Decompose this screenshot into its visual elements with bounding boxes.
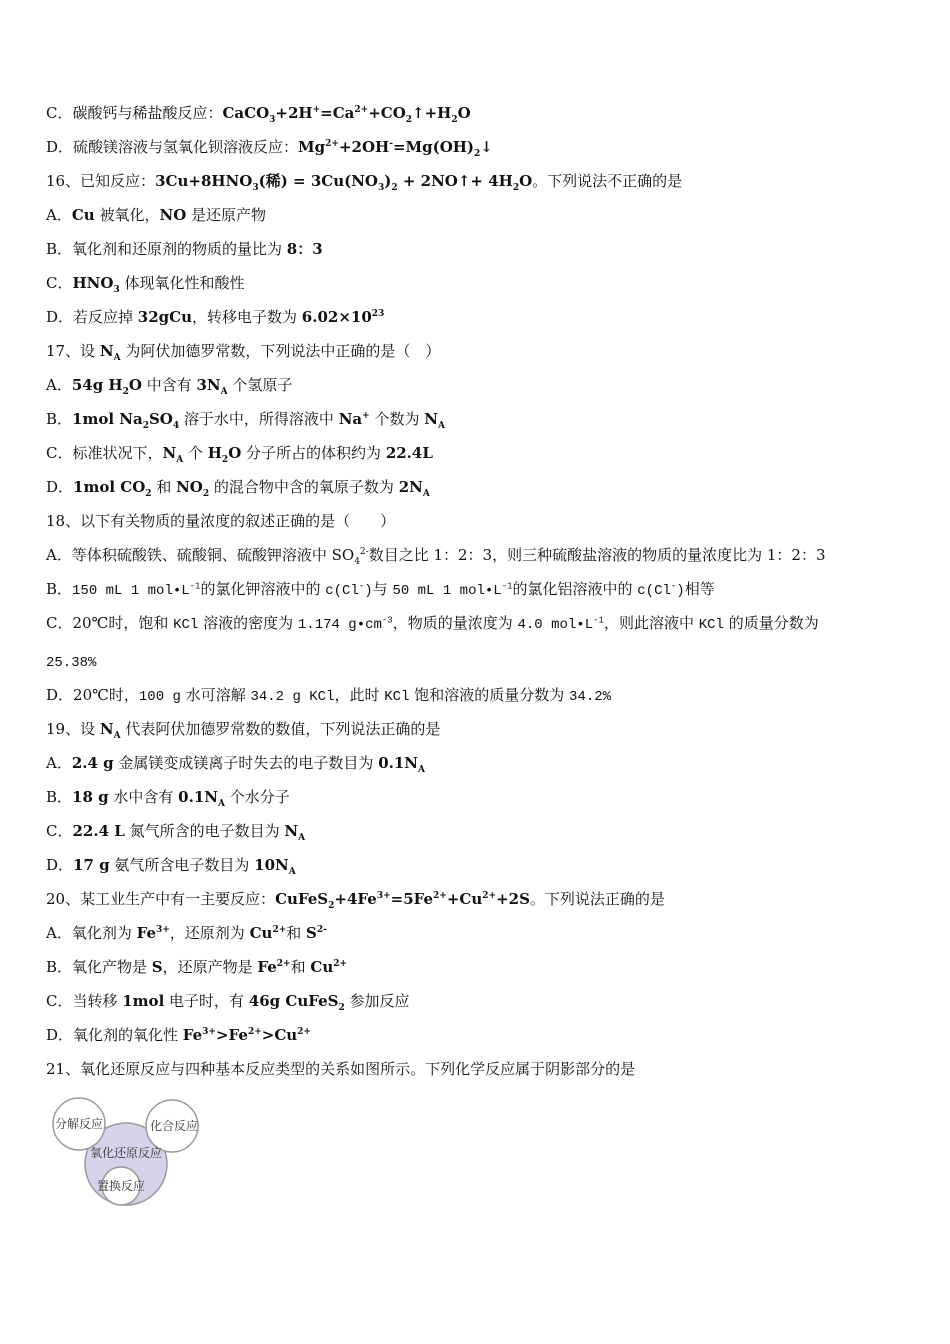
text-line: 25.38% [46, 655, 97, 671]
text-line: B．1mol $Na_2SO_4$ 溶于水中，所得溶液中 Na+ 个数为 $N_A$ [46, 410, 445, 431]
text-line: C．标准状况下，$N_A$ 个 $H_2O$ 分子所占的体积约为 22.4L [46, 444, 433, 465]
text-line: A．54g $H_2O$ 中含有 $3N_A$ 个氢原子 [46, 376, 293, 397]
displacement-label: 置换反应 [96, 1179, 146, 1193]
text-line: 21、氧化还原反应与四种基本反应类型的关系如图所示。下列化学反应属于阴影部分的是 [46, 1060, 636, 1078]
text-line: C．$HNO_3$ 体现氧化性和酸性 [46, 274, 245, 295]
text-line: B．150 mL 1 $mol•L^{-1}$的氯化钾溶液中的 c(Cl-)与 50 mL 1 $mol•L^{-1}$的氯化铝溶液中的 c(Cl-)相等 [46, 580, 715, 599]
text-line: A．2.4 g 金属镁变成镁离子时失去的电子数目为 $0.1N_A$ [46, 754, 425, 775]
text-line: 17、设 $N_A$ 为阿伏加德罗常数，下列说法中正确的是（ ） [46, 342, 441, 363]
text-line: D．硫酸镁溶液与氢氧化钡溶液反应：$Mg^{2+}+2OH^-=Mg(OH)_2↓$ [46, 138, 493, 159]
text-line: D．20℃时，100 g 水可溶解 34.2 g KCl，此时 KCl 饱和溶液的质量分数为 34.2% [46, 686, 612, 705]
text-line: A．Cu 被氧化，NO 是还原产物 [46, 206, 267, 224]
text-line: D．若反应掉 32gCu，转移电子数为 $6.02\times 10^{23}$ [46, 308, 385, 326]
text-line: B．氧化剂和还原剂的物质的量比为 8：3 [46, 240, 323, 258]
text-line: D．氧化剂的氧化性 $Fe^{3+}>Fe^{2+}>Cu^{2+}$ [46, 1026, 311, 1044]
text-line: C．20℃时，饱和 KCl 溶液的密度为 1.174 $g•cm^{-3}$，物质的量浓度为 4.0 $mol•L^{-1}$，则此溶液中 KCl 的质量分数为 [46, 614, 819, 633]
text-line: C．22.4 L 氮气所含的电子数目为 $N_A$ [46, 822, 306, 843]
text-line: B．18 g 水中含有 $0.1N_A$ 个水分子 [46, 788, 290, 809]
text-line: 20、某工业生产中有一主要反应：$CuFeS_2+4Fe^{3+}=5Fe^{2+}+Cu^{2+}+2S$。下列说法正确的是 [46, 890, 665, 911]
text-line: D．17 g 氨气所含电子数目为 $10N_A$ [46, 856, 296, 877]
redox-label: 氧化还原反应 [89, 1146, 163, 1160]
text-line: C．当转移 1mol 电子时，有 46g CuFeS$_2$ 参加反应 [46, 992, 410, 1013]
text-line: A．氧化剂为 $Fe^{3+}$，还原剂为 $Cu^{2+}$和 $S^{2-}$ [46, 924, 327, 942]
venn-diagram [46, 1094, 206, 1212]
text-line: A．等体积硫酸铁、硫酸铜、硫酸钾溶液中 $SO_4^{2-}$数目之比 1：2：3，则三种硫酸盐溶液的物质的量浓度比为 1：2：3 [46, 546, 826, 567]
text-line: 16、已知反应：$3Cu+8HNO_3$(稀) = $3Cu(NO_3)_2$ + 2NO↑+ $4H_2O$。下列说法不正确的是 [46, 172, 683, 193]
decomposition-label: 分解反应 [54, 1117, 104, 1131]
text-line: D．1mol $CO_2$ 和 $NO_2$ 的混合物中含的氧原子数为 $2N_A$ [46, 478, 430, 499]
text-line: 19、设 $N_A$ 代表阿伏加德罗常数的数值，下列说法正确的是 [46, 720, 441, 741]
text-line: B．氧化产物是 S，还原产物是 $Fe^{2+}$和 $Cu^{2+}$ [46, 958, 348, 976]
text-line: 18、以下有关物质的量浓度的叙述正确的是（ ） [46, 512, 396, 530]
text-line: C．碳酸钙与稀盐酸反应：$CaCO_3+2H^+=Ca^{2+}+CO_2↑+H_2O$ [46, 104, 471, 125]
combination-label: 化合反应 [149, 1119, 199, 1133]
